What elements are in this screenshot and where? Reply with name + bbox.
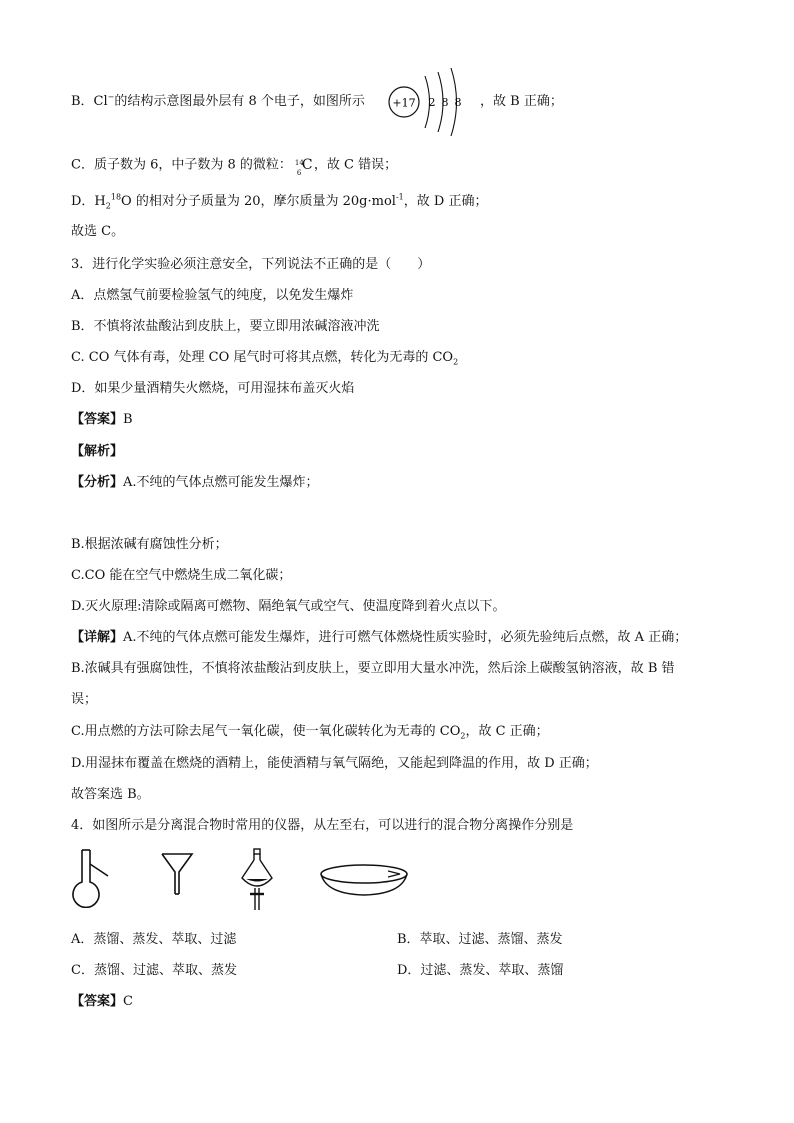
q3-stem <box>71 257 430 273</box>
mass-number: 14 <box>294 159 304 167</box>
text: 4．如图所示是分离混合物时常用的仪器，从左至右，可以进行的混合物分离操作分别是 <box>71 818 574 833</box>
q3-fenxi-b <box>71 537 228 553</box>
text: C.用点燃的方法可除去尾气一氧化碳，使一氧化碳转化为无毒的 CO <box>71 724 461 739</box>
chlorine-ion-structure-icon <box>388 68 468 138</box>
q3-analysis-label <box>71 444 123 460</box>
text: ，故 D 正确； <box>403 194 488 209</box>
q3-fenxi-d <box>71 599 505 615</box>
text: D．如果少量酒精失火燃烧，可用湿抹布盖灭火焰 <box>71 381 355 396</box>
text: ，故 C 正确； <box>465 724 549 739</box>
text: A.不纯的气体点燃可能发生爆炸，进行可燃气体燃烧性质实验时，必须先验纯后点燃，故 A 正确； <box>123 630 688 645</box>
superscript: − <box>107 92 115 102</box>
text: A.不纯的气体点燃可能发生爆炸； <box>123 475 319 490</box>
nuclide-carbon-14 <box>292 157 314 177</box>
detail-label: 【详解】 <box>71 630 124 645</box>
answer-label: 【答案】 <box>71 994 124 1009</box>
text: B.根据浓碱有腐蚀性分析； <box>71 537 228 552</box>
q4-option-d <box>397 963 563 979</box>
element-symbol: C <box>301 157 313 173</box>
q3-detail-c <box>71 724 549 740</box>
text: D．H <box>71 194 106 209</box>
funnel-icon <box>160 848 194 908</box>
text: C．蒸馏、过滤、萃取、蒸发 <box>71 963 237 978</box>
shell-electrons-1: 2 <box>428 96 436 109</box>
answer-value: B <box>123 412 133 427</box>
q4-option-a <box>71 932 236 948</box>
superscript: -1 <box>395 192 404 202</box>
q4-option-b <box>397 932 563 948</box>
shell-electrons-3: 8 <box>454 96 462 109</box>
text: 3．进行化学实验必须注意安全，下列说法不正确的是（ ） <box>71 257 431 272</box>
q3-fenxi-c <box>71 568 291 584</box>
q3-option-c <box>71 350 458 366</box>
q3-option-d <box>71 381 354 397</box>
option-b-conclusion <box>480 94 563 110</box>
q3-detail-b <box>71 661 675 677</box>
answer-value: C <box>123 994 133 1009</box>
q4-stem <box>71 818 573 834</box>
q3-conclusion <box>71 787 150 803</box>
q3-detail-a <box>71 630 687 646</box>
subscript: 2 <box>105 201 111 211</box>
text: C. CO 气体有毒，处理 CO 尾气时可将其点燃，转化为无毒的 CO <box>71 350 454 365</box>
text: 误； <box>71 692 98 707</box>
text: C．质子数为 6，中子数为 8 的微粒： <box>71 157 292 173</box>
subscript: 2 <box>453 357 459 367</box>
text: D.用湿抹布覆盖在燃烧的酒精上，能使酒精与氧气隔绝，又能起到降温的作用，故 D 正确； <box>71 756 598 771</box>
text: D．过滤、蒸发、萃取、蒸馏 <box>397 963 564 978</box>
prev-conclusion <box>71 224 124 240</box>
distillation-flask-icon <box>70 848 114 908</box>
q4-option-c <box>71 963 237 979</box>
text: D.灭火原理:清除或隔离可燃物、隔绝氧气或空气、使温度降到着火点以下。 <box>71 599 506 614</box>
text: A．蒸馏、蒸发、萃取、过滤 <box>71 932 237 947</box>
fenxi-label: 【分析】 <box>71 475 124 490</box>
atomic-number: 6 <box>296 169 302 177</box>
analysis-label: 【解析】 <box>71 444 124 459</box>
q3-fenxi <box>71 475 319 491</box>
text: O 的相对分子质量为 20，摩尔质量为 20g·mol <box>121 194 396 209</box>
q3-answer <box>71 412 133 428</box>
option-d-explanation <box>71 194 487 210</box>
nucleus-charge: +17 <box>392 96 416 110</box>
q3-detail-d <box>71 756 598 772</box>
text: ，故 C 错误； <box>313 157 398 173</box>
shell-electrons-2: 8 <box>441 96 449 109</box>
text: C.CO 能在空气中燃烧生成二氧化碳； <box>71 568 292 583</box>
q3-detail-b-cont <box>71 692 97 708</box>
text: 故答案选 B。 <box>71 787 150 802</box>
text: A．点燃氢气前要检验氢气的纯度，以免发生爆炸 <box>71 288 354 303</box>
superscript: 18 <box>110 192 122 202</box>
text: 故选 C。 <box>71 224 125 239</box>
text: B．萃取、过滤、蒸馏、蒸发 <box>397 932 563 947</box>
text: 的结构示意图最外层有 8 个电子，如图所示 <box>114 94 365 109</box>
q3-option-b <box>71 319 380 335</box>
subscript: 2 <box>460 731 466 741</box>
option-b-explanation <box>71 94 365 110</box>
option-c-explanation <box>71 157 398 177</box>
answer-label: 【答案】 <box>71 412 124 427</box>
evaporating-dish-icon <box>318 860 410 900</box>
text: B.浓碱具有强腐蚀性，不慎将浓盐酸沾到皮肤上，要立即用大量水冲洗，然后涂上碳酸氢钠溶液，故 B 错 <box>71 661 675 676</box>
separatory-funnel-icon <box>238 848 278 912</box>
text: B．Cl <box>71 94 108 109</box>
text: B．不慎将浓盐酸沾到皮肤上，要立即用浓碱溶液冲洗 <box>71 319 380 334</box>
text: ，故 B 正确； <box>480 94 563 109</box>
q4-answer <box>71 994 133 1010</box>
q3-option-a <box>71 288 353 304</box>
